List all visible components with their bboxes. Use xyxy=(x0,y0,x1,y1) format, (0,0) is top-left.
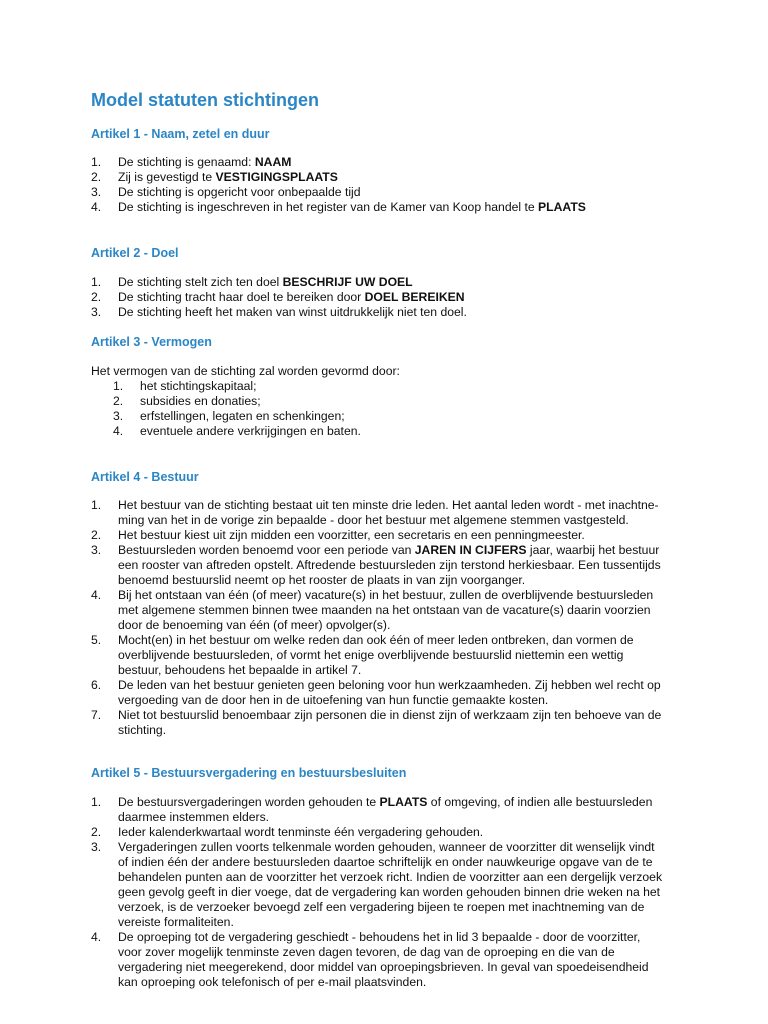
list-item xyxy=(91,305,691,320)
item-number: 2. xyxy=(91,290,102,304)
item-number: 3. xyxy=(91,185,102,199)
list-item xyxy=(113,394,713,409)
item-text: of omgeving, of indien alle bestuursleden xyxy=(427,795,653,809)
item-text: het stichtingskapitaal; xyxy=(140,379,257,393)
list-item xyxy=(91,170,691,185)
item-text: De stichting is ingeschreven in het register van de Kamer van Koop handel te xyxy=(118,200,539,214)
item-number: 7. xyxy=(91,708,102,722)
item-text: geen gevolg geeft in dier voege, dat de vergadering kan worden gehouden binnen drie weken na het xyxy=(118,885,661,899)
list-item xyxy=(113,379,713,394)
item-number: 3. xyxy=(91,543,102,557)
item-text: stichting. xyxy=(118,723,167,737)
item-text: een rooster van aftreden opstelt. Aftredende bestuursleden zijn terstond herkiesbaar. Een tussentijds xyxy=(118,558,661,572)
item-number: 2. xyxy=(91,170,102,184)
item-number: 4. xyxy=(91,588,102,602)
item-text: vergadering niet meegerekend, door middel van oproepingsbrieven. In geval van spoedeisendheid xyxy=(118,960,649,974)
item-text: ming van het in de vorige zin bepaalde - door het bestuur met algemene stemmen vastgesteld. xyxy=(118,513,629,527)
item-placeholder: PLAATS xyxy=(379,795,428,809)
item-text: met algemene stemmen binnen twee maanden na het ontstaan van de vacature(s) daarin voorzien xyxy=(118,603,651,617)
item-text: voor zover mogelijk tenminste zeven dagen tevoren, de dag van de oproeping en die van de xyxy=(118,945,615,959)
item-text: door de benoeming van één (of meer) opvolger(s). xyxy=(118,618,391,632)
item-text: vereiste formaliteiten. xyxy=(118,915,234,929)
item-placeholder: NAAM xyxy=(254,155,292,169)
item-text: overblijvende bestuursleden, of vormt het enige overblijvende bestuurslid niettemin een wettig xyxy=(118,648,624,662)
list-item xyxy=(91,825,691,840)
list-item xyxy=(113,409,713,424)
list-item xyxy=(91,678,691,708)
item-number: 4. xyxy=(91,200,102,214)
item-number: 1. xyxy=(91,795,102,809)
list-item xyxy=(91,498,691,528)
item-text: benoemd bestuurslid neemt op het rooster de plaats in van zijn voorganger. xyxy=(118,573,526,587)
article-3-list xyxy=(113,379,713,439)
item-number: 4. xyxy=(91,930,102,944)
item-text: De stichting is opgericht voor onbepaalde tijd xyxy=(118,185,361,199)
list-item xyxy=(91,930,691,990)
article-2-list xyxy=(91,275,691,320)
item-text: verzoek, is de verzoeker bevoegd zelf een vergadering bijeen te roepen met inachtneming van de xyxy=(118,900,645,914)
item-text: De stichting tracht haar doel te bereiken door xyxy=(118,290,365,304)
item-number: 2. xyxy=(113,394,124,408)
item-text: Ieder kalenderkwartaal wordt tenminste één vergadering gehouden. xyxy=(118,825,484,839)
item-placeholder: PLAATS xyxy=(538,200,586,214)
item-number: 5. xyxy=(91,633,102,647)
list-item xyxy=(91,528,691,543)
item-text: De stichting stelt zich ten doel xyxy=(118,275,283,289)
item-number: 3. xyxy=(91,840,102,854)
item-text: erfstellingen, legaten en schenkingen; xyxy=(140,409,345,423)
article-2-heading: Artikel 2 - Doel xyxy=(91,246,179,260)
item-text: De stichting heeft het maken van winst uitdrukkelijk niet ten doel. xyxy=(118,305,467,319)
article-4-list xyxy=(91,498,691,738)
list-item xyxy=(91,200,691,215)
item-text: Zij is gevestigd te xyxy=(118,170,216,184)
list-item xyxy=(91,543,691,588)
item-number: 1. xyxy=(91,498,102,512)
item-text: Bestuursleden worden benoemd voor een periode van xyxy=(118,543,415,557)
item-text: Bij het ontstaan van één (of meer) vacature(s) in het bestuur, zullen de overblijvende bestuursleden xyxy=(118,588,654,602)
item-number: 1. xyxy=(91,275,102,289)
article-4-heading: Artikel 4 - Bestuur xyxy=(91,470,199,484)
list-item xyxy=(91,290,691,305)
item-text: De bestuursvergaderingen worden gehouden te xyxy=(118,795,380,809)
article-5-list xyxy=(91,795,691,990)
item-text: Het bestuur van de stichting bestaat uit ten minste drie leden. Het aantal leden wordt - met inachtne- xyxy=(118,498,659,512)
item-text: eventuele andere verkrijgingen en baten. xyxy=(140,424,361,438)
item-text: behandelen punten aan de voorzitter het verzoek richt. Indien de voorzitter aan een dergelijk verzoek xyxy=(118,870,663,884)
list-item xyxy=(91,708,691,738)
item-text: Vergaderingen zullen voorts telkenmale worden gehouden, wanneer de voorzitter dit wenselijk vindt xyxy=(118,840,655,854)
item-text: Het bestuur kiest uit zijn midden een voorzitter, een secretaris en een penningmeester. xyxy=(118,528,585,542)
item-placeholder: DOEL BEREIKEN xyxy=(364,290,465,304)
item-text: Niet tot bestuurslid benoembaar zijn personen die in dienst zijn of werkzaam zijn ten behoeve van de xyxy=(118,708,662,722)
list-item xyxy=(91,275,691,290)
item-number: 3. xyxy=(91,305,102,319)
item-text: subsidies en donaties; xyxy=(140,394,261,408)
list-item xyxy=(91,633,691,678)
item-text: kan oproeping ook telefonisch of per e-mail plaatsvinden. xyxy=(118,975,427,989)
item-placeholder: BESCHRIJF UW DOEL xyxy=(282,275,413,289)
article-1-list xyxy=(91,155,691,215)
article-1-heading: Artikel 1 - Naam, zetel en duur xyxy=(91,127,270,141)
list-item xyxy=(91,185,691,200)
item-number: 2. xyxy=(91,825,102,839)
item-placeholder: JAREN IN CIJFERS xyxy=(414,543,527,557)
list-item xyxy=(91,588,691,633)
item-number: 6. xyxy=(91,678,102,692)
list-item xyxy=(91,795,691,825)
item-text: daarmee instemmen elders. xyxy=(118,810,270,824)
item-text: vergoeding van de door hen in de uitoefening van hun functie gemaakte kosten. xyxy=(118,693,549,707)
list-item xyxy=(113,424,713,439)
item-text: De stichting is genaamd: xyxy=(118,155,255,169)
document-title: Model statuten stichtingen xyxy=(91,90,320,110)
item-text: De leden van het bestuur genieten geen beloning voor hun werkzaamheden. Zij hebben wel recht op xyxy=(118,678,661,692)
item-text: De oproeping tot de vergadering geschiedt - behoudens het in lid 3 bepaalde - door de voorzitter, xyxy=(118,930,641,944)
list-item xyxy=(91,840,691,930)
item-text: of indien één der andere bestuursleden daartoe schriftelijk en onder nauwkeurige opgave van de te xyxy=(118,855,653,869)
item-text: jaar, waarbij het bestuur xyxy=(526,543,660,557)
article-3-intro: Het vermogen van de stichting zal worden gevormd door: xyxy=(91,364,400,378)
item-text: bestuur, behoudens het bepaalde in artikel 7. xyxy=(118,663,362,677)
item-number: 1. xyxy=(91,155,102,169)
item-placeholder: VESTIGINGSPLAATS xyxy=(215,170,338,184)
item-number: 1. xyxy=(113,379,124,393)
article-5-heading: Artikel 5 - Bestuursvergadering en bestuursbesluiten xyxy=(91,766,407,780)
item-number: 3. xyxy=(113,409,124,423)
article-3-heading: Artikel 3 - Vermogen xyxy=(91,335,212,349)
item-number: 2. xyxy=(91,528,102,542)
item-text: Mocht(en) in het bestuur om welke reden dan ook één of meer leden ontbreken, dan vormen de xyxy=(118,633,634,647)
list-item xyxy=(91,155,691,170)
item-number: 4. xyxy=(113,424,124,438)
